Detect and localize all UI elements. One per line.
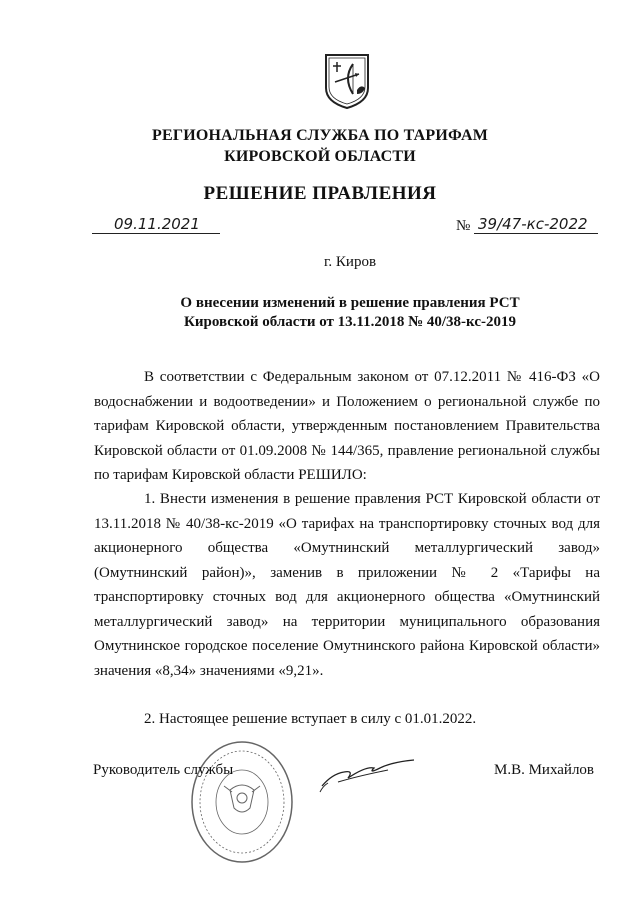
date-underline [92, 233, 220, 234]
preamble-paragraph: В соответствии с Федеральным законом от 07.12.2011 № 416-ФЗ «О водоснабжении и водоотведении» и Положением о региональной службе по тарифам Кировской области, утвержденным постановлением Правительства Кировской области от 01.09.2008 № 144/365, правление региональной службы по тарифам Кировской области РЕШИЛО: [94, 369, 600, 483]
signature-icon [318, 752, 418, 794]
org-name-line1: РЕГИОНАЛЬНАЯ СЛУЖБА ПО ТАРИФАМ [151, 127, 489, 144]
decision-item-2: 2. Настоящее решение вступает в силу с 01.01.2022. [144, 711, 477, 727]
signatory-position: Руководитель службы [93, 762, 234, 778]
document-type-title: РЕШЕНИЕ ПРАВЛЕНИЯ [203, 183, 437, 204]
document-number: 39/47-кс-2022 [478, 215, 588, 233]
kirov-coat-of-arms-icon [323, 52, 371, 110]
document-date: 09.11.2021 [114, 215, 200, 233]
number-underline [474, 233, 598, 234]
subject-line1: О внесении изменений в решение правления РСТ [180, 295, 520, 311]
number-prefix: № [456, 218, 471, 234]
official-seal-icon [190, 740, 295, 865]
city: г. Киров [323, 254, 377, 270]
signatory-name: М.В. Михайлов [494, 762, 595, 778]
subject-line2: Кировской области от 13.11.2018 № 40/38-кс-2019 [184, 314, 516, 330]
org-name-line2: КИРОВСКОЙ ОБЛАСТИ [224, 148, 416, 165]
decision-item-1: 1. Внести изменения в решение правления РСТ Кировской области от 13.11.2018 № 40/38-кс-2019 «О тарифах на транспортировку сточных вод для акционерного общества «Омутнинский металлургический завод» (Омутнинский район)», заменив в приложении № 2 «Тарифы на транспортировку сточных вод для акционерного общества «Омутнинский металлургический завод» на территории муниципального образования Омутнинское городское поселение Омутнинского района Кировской области» значения «8,34» значениями «9,21». [94, 491, 600, 679]
